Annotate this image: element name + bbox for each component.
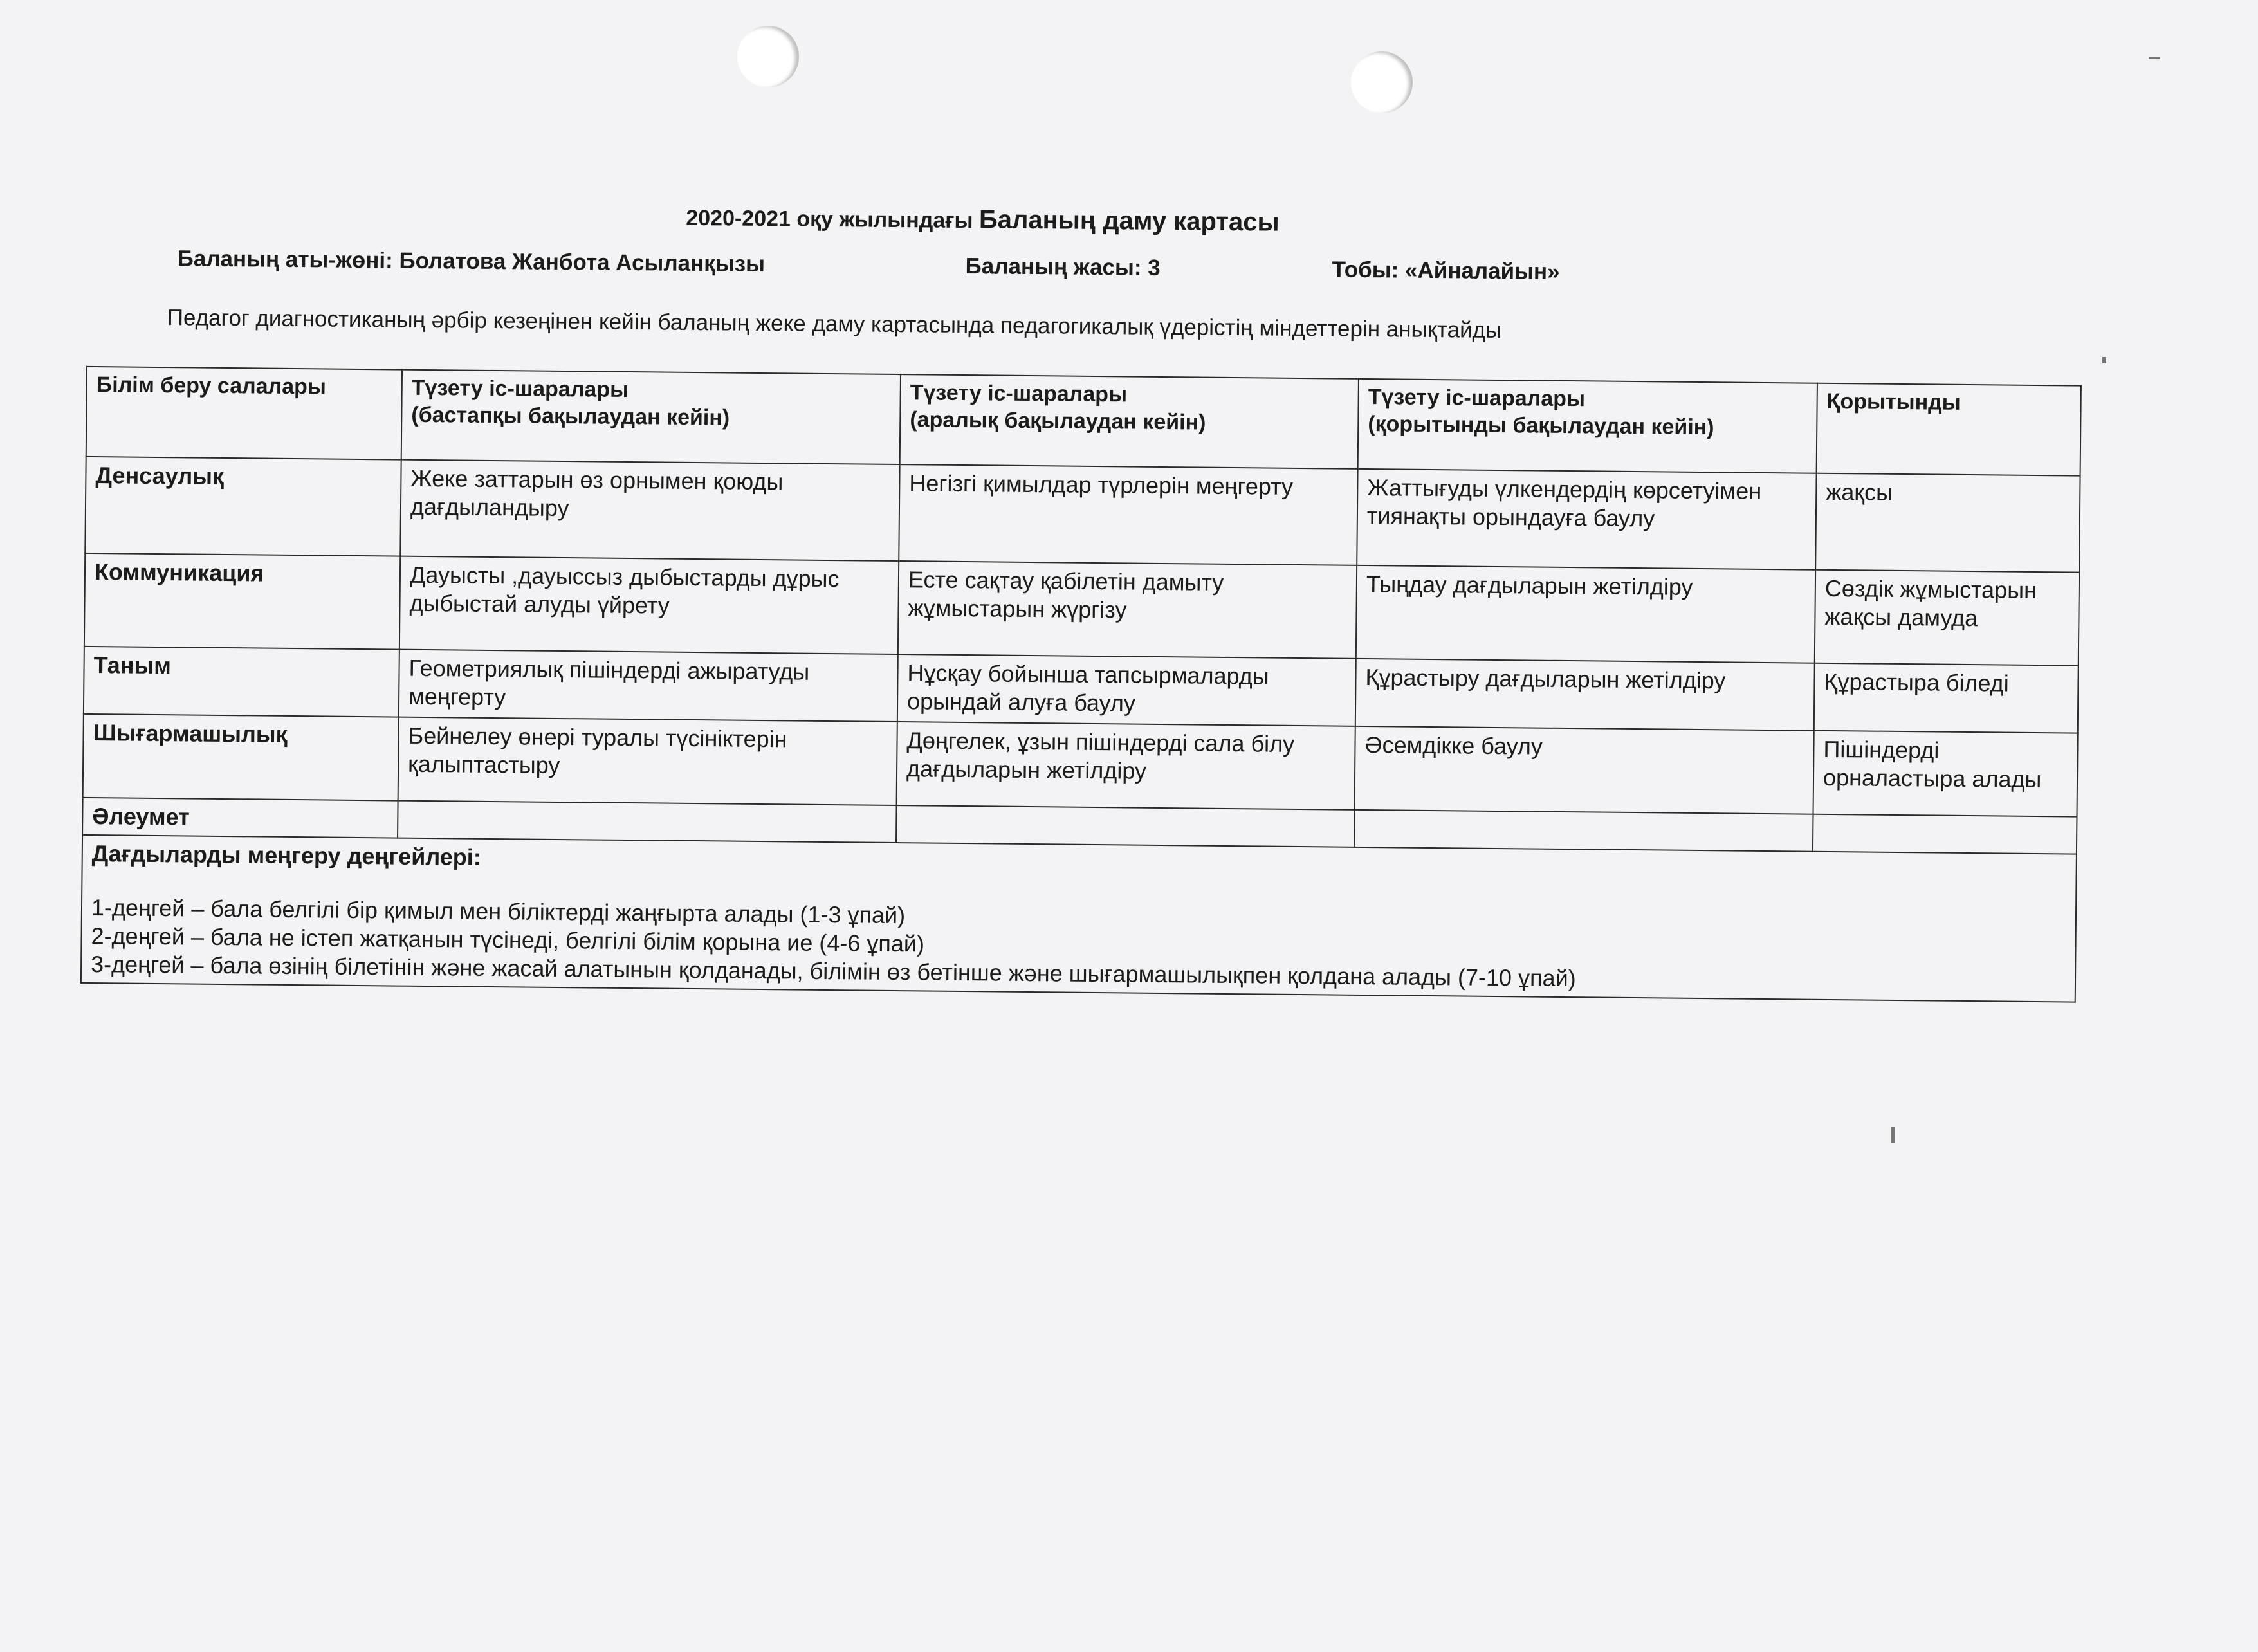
intermediate-cell: Негізгі қимылдар түрлерін меңгерту xyxy=(899,464,1357,565)
header-final xyxy=(1358,379,1817,473)
area-cell: Коммуникация xyxy=(84,553,400,650)
level-item: 1-деңгей – бала белгілі бір қимыл мен біліктерді жаңғырта алады (1-3 ұпай) xyxy=(91,894,906,929)
header-title: Білім беру салалары xyxy=(96,372,327,399)
area-cell: Денсаулық xyxy=(85,457,401,556)
group-label: Тобы: xyxy=(1332,257,1399,283)
header-title: Қорытынды xyxy=(1826,389,1961,415)
child-name: Болатова Жанбота Асыланқызы xyxy=(399,248,766,277)
initial-cell: Дауысты ,дауыссыз дыбыстарды дұрыс дыбыстай алуды үйрету xyxy=(399,556,899,654)
initial-cell: Бейнелеу өнері туралы түсініктерін қалыптастыру xyxy=(398,717,897,805)
intermediate-cell xyxy=(896,805,1355,847)
level-item: 2-деңгей – бала не істеп жатқанын түсінеді, белгілі білім қорына ие (4-6 ұпай) xyxy=(91,922,925,957)
area-cell: Әлеумет xyxy=(82,798,398,838)
title-main: Баланың даму картасы xyxy=(978,205,1280,237)
final-cell: Жаттығуды үлкендердің көрсетуімен тиянақты орындауға баулу xyxy=(1357,469,1816,570)
final-cell: Әсемдікке баулу xyxy=(1355,726,1814,814)
table-row xyxy=(85,457,2080,573)
page-title xyxy=(686,203,1280,237)
header-result xyxy=(1817,383,2081,476)
final-cell xyxy=(1354,810,1813,852)
child-name-label: Баланың аты-жөні: xyxy=(177,246,393,273)
header-title: Түзету іс-шаралары xyxy=(1368,385,1586,412)
age-label: Баланың жасы: xyxy=(965,253,1142,280)
header-title: Түзету іс-шаралары xyxy=(910,380,1128,407)
level-item: 3-деңгей – бала өзінің білетінін және жасай алатынын қолданады, білімін өз бетінше және шығармашылықпен қолдана алады (7-10 ұпай) xyxy=(90,951,1576,992)
age-line xyxy=(965,253,1161,281)
result-cell: Сөздік жұмыстарын жақсы дамуда xyxy=(1815,570,2079,666)
group-line xyxy=(1332,257,1559,284)
header-subtitle: (бастапқы бақылаудан кейін) xyxy=(411,402,730,430)
age-value: 3 xyxy=(1148,255,1161,280)
development-table xyxy=(80,366,2082,1003)
intro-text: Педагог диагностиканың әрбір кезеңінен кейін баланың жеке даму картасында педагогикалық үдерістің міндеттерін анықтайды xyxy=(167,305,1502,344)
levels-title: Дағдыларды меңгеру деңгейлері: xyxy=(91,840,481,870)
result-cell: Пішіндерді орналастыра алады xyxy=(1813,731,2078,817)
initial-cell: Жеке заттарын өз орнымен қоюды дағдыландыру xyxy=(400,460,899,561)
area-cell: Таным xyxy=(84,647,399,717)
header-title: Түзету іс-шаралары xyxy=(411,375,629,403)
intermediate-cell: Есте сақтау қабілетін дамыту жұмыстарын жүргізу xyxy=(898,561,1357,659)
header-intermediate xyxy=(900,374,1359,469)
result-cell xyxy=(1813,814,2077,854)
child-name-line xyxy=(177,246,765,277)
header-initial xyxy=(401,370,901,464)
title-prefix: 2020-2021 оқу жылындағы xyxy=(686,205,973,234)
final-cell: Құрастыру дағдыларын жетілдіру xyxy=(1355,659,1815,731)
header-subtitle: (қорытынды бақылаудан кейін) xyxy=(1368,412,1714,440)
intermediate-cell: Дөңгелек, ұзын пішіндерді сала білу дағдыларын жетілдіру xyxy=(897,722,1355,810)
initial-cell: Геометриялық пішіндерді ажыратуды меңгерту xyxy=(399,650,898,722)
levels-row xyxy=(81,835,2077,1002)
initial-cell xyxy=(398,801,897,843)
area-cell: Шығармашылық xyxy=(83,714,399,801)
result-cell: жақсы xyxy=(1815,473,2080,573)
header-subtitle: (аралық бақылаудан кейін) xyxy=(910,407,1206,435)
intermediate-cell: Нұсқау бойынша тапсырмаларды орындай алуға баулу xyxy=(897,654,1356,726)
levels-cell xyxy=(81,835,2077,1002)
group-value: «Айналайын» xyxy=(1404,257,1560,284)
header-area xyxy=(86,367,402,460)
final-cell: Тыңдау дағдыларын жетілдіру xyxy=(1356,565,1815,663)
result-cell: Құрастыра біледі xyxy=(1814,663,2079,733)
